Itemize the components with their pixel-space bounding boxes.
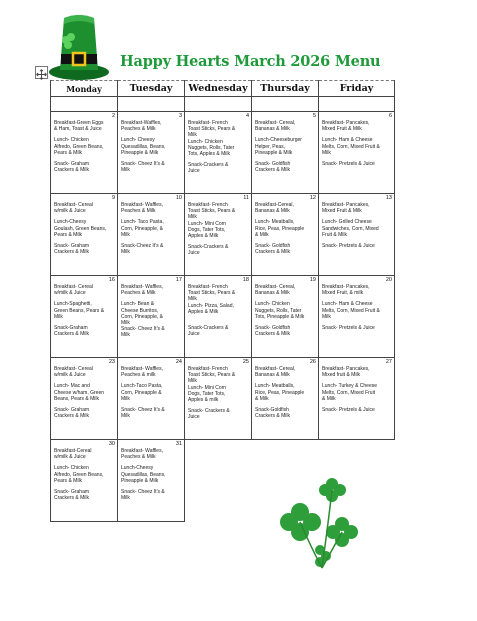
day-number: 26 [309, 359, 316, 365]
menu-line: Snack- Graham [54, 407, 90, 414]
menu-line: Apples & Milk [188, 233, 219, 240]
menu-line: Snack- Goldfish [255, 243, 291, 250]
menu-line: Snack- Cheez It's & [121, 326, 165, 333]
menu-line: Juice [188, 414, 200, 421]
menu-line: Peaches & Milk [121, 454, 156, 461]
day-number: 5 [312, 113, 316, 119]
menu-line: Lunch- Meatballs, [255, 219, 295, 226]
day-header-thursday: Thursday [252, 81, 319, 97]
menu-line: Crackers & Milk [54, 495, 90, 502]
menu-line: Melts, Corn, Mixed Fruit & [322, 143, 380, 150]
menu-line: Crackers & Milk [54, 249, 90, 256]
menu-line: Helper, Peas, [255, 143, 286, 150]
menu-line: Pineapple & Milk [121, 149, 159, 156]
menu-line: Mixed Fruit & Milk [322, 208, 362, 215]
menu-line: Snack- Pretzels & Juice [322, 161, 375, 168]
menu-line: Snack- Graham [54, 243, 90, 250]
menu-line: Toast Sticks, Pears & [188, 372, 236, 379]
menu-line: Milk [188, 132, 197, 139]
menu-line: w/milk & Juice [54, 290, 86, 297]
menu-line: Alfredo, Green Beans, [54, 143, 104, 150]
day-header-tuesday: Tuesday [118, 81, 185, 97]
menu-line: Lunch- Chicken [255, 301, 290, 308]
blank-cell [185, 97, 252, 112]
menu-line: Lunch- Chicken [54, 465, 89, 472]
day-cell [51, 440, 118, 522]
menu-line: Mixed fruit & Milk [322, 372, 361, 379]
empty-day-cell [185, 440, 252, 522]
day-cell [319, 194, 395, 276]
menu-line: Green Beans, Pears & [54, 307, 105, 314]
menu-line: Peaches & Milk [121, 126, 156, 133]
menu-line: Breakfast-Cereal [54, 448, 92, 454]
menu-line: Snack- Crackers & [188, 408, 230, 415]
menu-line: Snack-Crackers & [188, 162, 229, 169]
menu-line: Peaches & Milk [121, 208, 156, 215]
day-number: 3 [178, 113, 182, 119]
menu-line: Lunch-Spaghetti, [54, 301, 92, 308]
menu-line: & Milk [322, 395, 336, 402]
menu-line: Juice [188, 250, 200, 257]
menu-line: Lunch- Mac and [54, 383, 90, 390]
menu-line: Snack- Graham [54, 489, 90, 496]
menu-line: Lunch- Mini Corn [188, 220, 227, 227]
menu-line: Nuggets, Rolls, Tater [255, 307, 302, 314]
menu-line: Toast Sticks, Pears & [188, 290, 236, 297]
menu-line: Bananas & Milk [255, 126, 290, 133]
menu-line: Breakfast-Waffles, [121, 120, 162, 126]
menu-line: Pears & Milk [54, 231, 83, 238]
menu-line: Cheese w/ham, Green [54, 389, 105, 396]
menu-line: Snack- Goldfish [255, 325, 291, 332]
menu-line: Snack-Crackers & [188, 325, 229, 332]
move-arrows-icon [36, 69, 47, 80]
menu-line: Lunch- Pizza, Salad, [188, 302, 234, 309]
menu-line: Beans, Pears & Milk [54, 395, 100, 402]
day-cell [51, 358, 118, 440]
menu-line: Tots, Apples & Milk [188, 151, 230, 158]
menu-line: Lunch- Taco Pasta, [121, 219, 164, 226]
menu-line: Breakfast- Cereal [54, 202, 93, 208]
day-number: 6 [388, 113, 392, 119]
menu-line: Corn, Pineapple & [121, 389, 162, 396]
menu-line: Breakfast- French [188, 120, 228, 126]
day-cell [319, 276, 395, 358]
menu-line: Breakfast- Waffles, [121, 366, 163, 372]
menu-line: Pineapple & Milk [255, 149, 293, 156]
menu-line: Snack-Cheez It's & [121, 243, 164, 250]
menu-line: Snack- Pretzels & Juice [322, 243, 375, 250]
menu-line: Crackers & Milk [54, 413, 90, 420]
menu-line: Juice [188, 168, 200, 175]
menu-line: Lunch- Mini Corn [188, 384, 227, 391]
menu-line: Milk [322, 313, 331, 320]
menu-line: Crackers & Milk [255, 331, 291, 338]
menu-line: Milk [121, 320, 130, 327]
week-row [51, 276, 395, 358]
menu-line: Peaches & Milk [121, 290, 156, 297]
day-number: 24 [175, 359, 182, 365]
day-header-row [51, 81, 395, 97]
day-cell [118, 194, 185, 276]
menu-line: Breakfast- Pancakes, [322, 202, 370, 208]
menu-line: Lunch- Bean & [121, 301, 155, 308]
day-number: 10 [175, 195, 182, 201]
menu-line: Breakfast-Green Eggs [54, 120, 104, 126]
menu-line: Alfredo, Green Beans, [54, 471, 104, 478]
menu-line: Fruit & Milk [322, 231, 347, 238]
menu-line: Breakfast- Pancakes, [322, 366, 370, 372]
blank-cell [319, 97, 395, 112]
week-row [51, 358, 395, 440]
menu-line: Melts, Corn, Mixed Fruit & [322, 307, 380, 314]
day-number: 9 [111, 195, 115, 201]
leprechaun-hat-image [48, 10, 110, 82]
menu-line: Dogs, Tater Tots, [188, 390, 226, 397]
menu-line: Bananas & Milk [255, 372, 290, 379]
menu-line: Crackers & Milk [54, 167, 90, 174]
menu-line: Apples & milk [188, 397, 219, 404]
day-number: 20 [385, 277, 392, 283]
day-cell [252, 112, 319, 194]
menu-line: Juice [188, 331, 200, 338]
menu-line: Milk [188, 378, 197, 385]
menu-line: Toast Sticks, Pears & [188, 208, 236, 215]
menu-line: Corn, Pineapple, & [121, 225, 163, 232]
day-number: 18 [242, 277, 249, 283]
menu-line: Pears & Milk [54, 149, 83, 156]
menu-line: Mixed Fruit, & milk [322, 290, 364, 297]
menu-line: Breakfast- Waffles, [121, 202, 163, 208]
menu-line: Snack- Cheez It's & [121, 161, 165, 168]
menu-line: Lunch-Cheeseburger [255, 137, 302, 144]
menu-line: Lunch-Taco Pasta, [121, 383, 163, 390]
menu-line: Pineapple & Milk [121, 477, 159, 484]
menu-line: Milk [188, 296, 197, 303]
day-number: 11 [243, 195, 249, 201]
menu-line: w/milk & Juice [54, 208, 86, 215]
menu-line: Milk [121, 395, 130, 402]
menu-line: Breakfast-Cereal, [255, 202, 294, 208]
menu-line: Rice, Peas, Pineapple [255, 389, 305, 396]
menu-line: & Ham, Toast & Juice [54, 126, 102, 133]
menu-line: Snack- Goldfish [255, 161, 291, 168]
menu-line: Breakfast- French [188, 366, 228, 372]
day-number: 13 [385, 195, 392, 201]
menu-line: & Milk [255, 395, 269, 402]
menu-line: Apples & Milk [188, 308, 219, 315]
menu-line: Milk [322, 149, 331, 156]
day-number: 25 [242, 359, 249, 365]
day-cell [51, 276, 118, 358]
menu-line: Lunch-Cheesy [121, 465, 154, 472]
menu-line: Breakfast- Cereal, [255, 284, 296, 290]
day-number: 17 [175, 277, 182, 283]
menu-line: Melts, Corn, Mixed Fruit [322, 389, 376, 396]
table-move-handle[interactable] [35, 66, 48, 79]
day-cell [185, 358, 252, 440]
menu-line: Tots, Pineapple & Milk [255, 313, 305, 320]
day-cell [252, 194, 319, 276]
blank-row [51, 97, 395, 112]
menu-line: Snack- Graham [54, 161, 90, 168]
menu-line: Milk [54, 313, 63, 320]
menu-title: Happy Hearts March 2026 Menu [120, 53, 381, 70]
menu-line: Rice, Peas, Pineapple [255, 225, 305, 232]
menu-line: Pears & Milk [54, 477, 83, 484]
day-cell [252, 358, 319, 440]
day-cell [51, 112, 118, 194]
menu-line: Lunch- Cheesy [121, 137, 155, 144]
menu-line: & Milk [255, 231, 269, 238]
menu-line: Breakfast- French [188, 202, 228, 208]
menu-line: Nuggets, Rolls, Tater [188, 144, 235, 151]
menu-line: Snack-Graham [54, 325, 88, 332]
menu-line: Toast Sticks, Pears & [188, 126, 236, 133]
menu-line: Lunch- Turkey & Cheese [322, 383, 378, 390]
menu-line: Milk [188, 214, 197, 221]
day-cell [319, 112, 395, 194]
blank-cell [252, 97, 319, 112]
menu-line: Milk [121, 249, 130, 256]
menu-line: w/milk & Juice [54, 454, 86, 461]
day-number: 2 [111, 113, 115, 119]
week-row [51, 112, 395, 194]
day-number: 16 [108, 277, 115, 283]
menu-line: Milk [121, 332, 130, 339]
day-cell [252, 276, 319, 358]
day-number: 19 [309, 277, 316, 283]
day-cell [319, 358, 395, 440]
menu-line: Lunch-Cheesy [54, 219, 87, 226]
menu-line: Breakfast- Waffles, [121, 284, 163, 290]
menu-line: Breakfast- Cereal, [255, 120, 296, 126]
menu-line: Goulash, Green Beans, [54, 225, 107, 232]
menu-line: Snack- Cheez It's & [121, 407, 165, 414]
menu-line: Snack-Goldfish [255, 407, 289, 414]
menu-line: Breakfast- Cereal, [255, 366, 296, 372]
menu-line: Breakfast- French [188, 284, 228, 290]
menu-line: Sandwiches, Corn, Mixed [322, 225, 379, 232]
day-header-monday: Monday [51, 81, 118, 97]
menu-line: Peaches & milk [121, 372, 156, 379]
day-number: 31 [175, 441, 182, 447]
menu-line: Breakfast- Cereal [54, 366, 93, 372]
menu-line: Corn, Pineapple, & [121, 313, 163, 320]
menu-line: Lunch- Ham & Cheese [322, 137, 373, 144]
menu-line: Breakfast- Cereal [54, 284, 93, 290]
menu-line: Quesadillas, Beans, [121, 471, 166, 478]
day-cell [118, 276, 185, 358]
menu-line: Milk [121, 495, 130, 502]
day-number: 12 [309, 195, 316, 201]
day-header-wednesday: Wednesday [185, 81, 252, 97]
menu-line: Milk [121, 413, 130, 420]
menu-line: w/milk & Juice [54, 372, 86, 379]
menu-line: Snack- Pretzels & Juice [322, 325, 375, 332]
menu-line: Lunch- Chicken [188, 138, 223, 145]
menu-line: Snack- Cheez It's & [121, 489, 165, 496]
menu-line: Dogs, Tater Tots, [188, 226, 226, 233]
blank-cell [118, 97, 185, 112]
menu-line: Quesadillas, Beans, [121, 143, 166, 150]
day-cell [118, 440, 185, 522]
menu-line: Snack-Crackers & [188, 244, 229, 251]
menu-line: Snack- Pretzels & Juice [322, 407, 375, 414]
menu-line: Breakfast- Pancakes, [322, 284, 370, 290]
menu-line: Breakfast- Pancakes, [322, 120, 370, 126]
menu-line: Mixed Fruit & Milk [322, 126, 362, 133]
menu-calendar-table [50, 80, 395, 522]
menu-line: Lunch- Chicken [54, 137, 89, 144]
menu-line: Milk [121, 167, 130, 174]
menu-line: Milk [121, 231, 130, 238]
menu-line: Crackers & Milk [255, 249, 291, 256]
menu-line: Lunch- Ham & Cheese [322, 301, 373, 308]
day-cell [185, 112, 252, 194]
day-number: 30 [108, 441, 115, 447]
menu-line: Bananas & Milk [255, 208, 290, 215]
day-number: 27 [385, 359, 392, 365]
day-number: 4 [245, 113, 249, 119]
blank-cell [51, 97, 118, 112]
day-header-friday: Friday [319, 81, 395, 97]
day-number: 23 [108, 359, 115, 365]
menu-line: Bananas & Milk [255, 290, 290, 297]
menu-line: Crackers & Milk [54, 331, 90, 338]
day-cell [51, 194, 118, 276]
menu-line: Breakfast- Waffles, [121, 448, 163, 454]
menu-line: Lunch- Meatballs, [255, 383, 295, 390]
menu-line: Cheese Burritos, [121, 307, 159, 314]
day-cell [118, 358, 185, 440]
week-row [51, 194, 395, 276]
shamrock-clovers-image [280, 470, 360, 570]
menu-line: Crackers & Milk [255, 167, 291, 174]
day-cell [118, 112, 185, 194]
day-cell [185, 276, 252, 358]
day-cell [185, 194, 252, 276]
menu-line: Crackers & Milk [255, 413, 291, 420]
menu-line: Lunch- Grilled Cheese [322, 219, 372, 226]
